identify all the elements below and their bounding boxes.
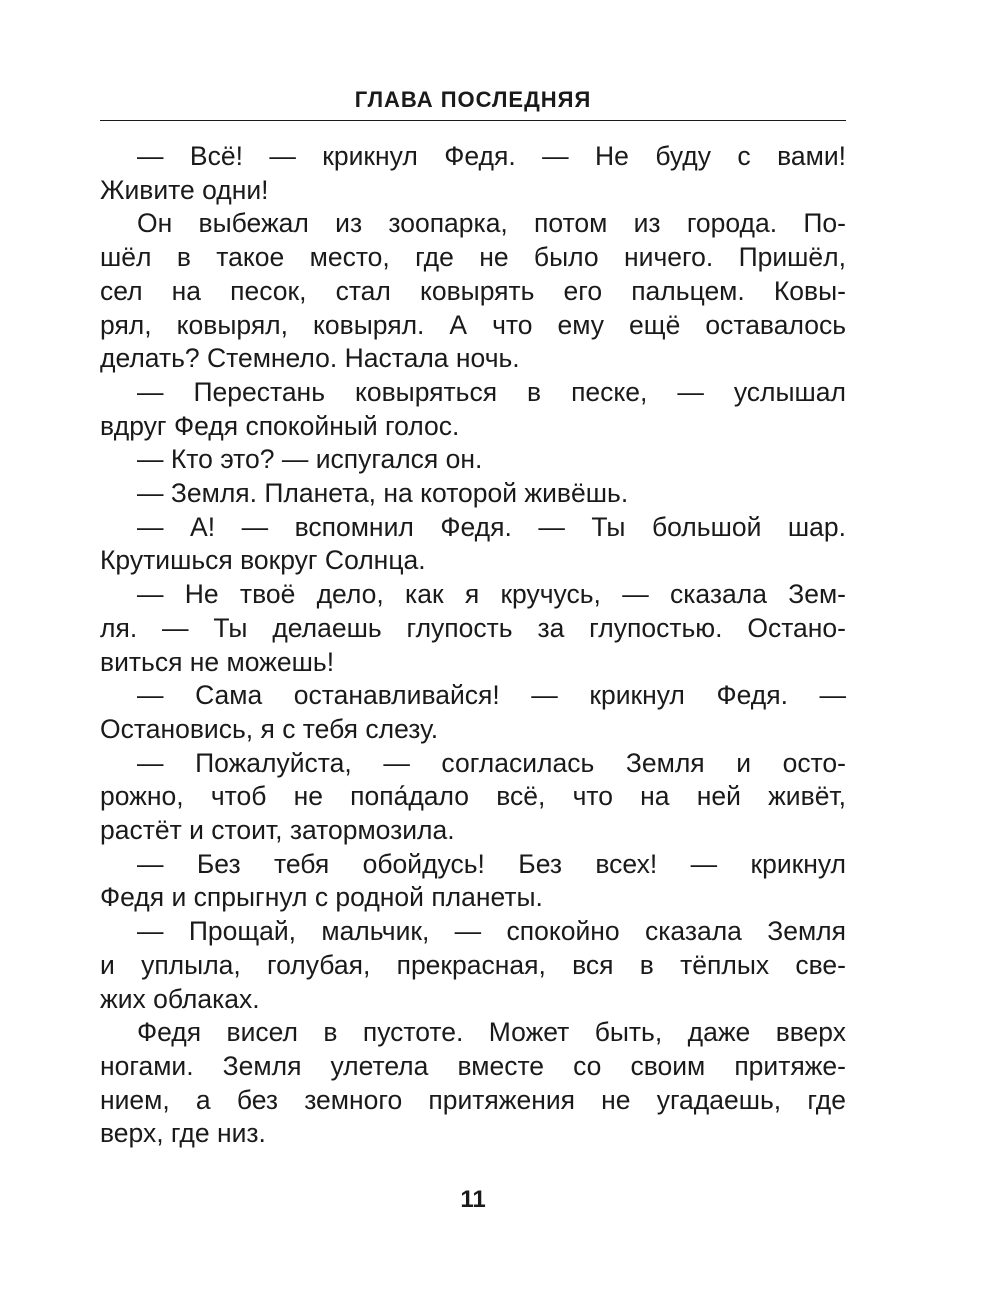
paragraph: [100, 376, 846, 443]
text-line: рял, ковырял, ковырял. А что ему ещё оставалось: [100, 309, 846, 340]
text-line: — Сама останавливайся! — крикнул Федя. —: [137, 680, 846, 711]
text-line: Федя висел в пустоте. Может быть, даже вверх: [137, 1017, 846, 1048]
text-line: ногами. Земля улетела вместе со своим притяже-: [100, 1050, 846, 1081]
text-line: — Не твоё дело, как я кручусь, — сказала Зем-: [137, 579, 846, 610]
body-text: [100, 140, 846, 1151]
paragraph: [100, 578, 846, 679]
paragraph: [100, 140, 846, 207]
text-line: жих облаках.: [100, 983, 260, 1014]
paragraph: [100, 747, 846, 848]
text-line: вдруг Федя спокойный голос.: [100, 410, 460, 441]
text-line: растёт и стоит, затормозила.: [100, 815, 455, 846]
page-number: 11: [460, 1186, 486, 1213]
paragraph: [100, 511, 846, 578]
text-line: нием, а без земного притяжения не угадаешь, где: [100, 1084, 846, 1115]
paragraph: [100, 207, 846, 376]
text-line: — А! — вспомнил Федя. — Ты большой шар.: [137, 511, 846, 542]
paragraph: [100, 443, 846, 477]
text-line: — Без тебя обойдусь! Без всех! — крикнул: [137, 848, 846, 879]
text-line: делать? Стемнело. Настала ночь.: [100, 343, 520, 374]
chapter-title: ГЛАВА ПОСЛЕДНЯЯ: [354, 87, 592, 112]
text-line: виться не можешь!: [100, 646, 335, 677]
header-rule: [100, 120, 846, 121]
paragraph: [100, 477, 846, 511]
text-line: Федя и спрыгнул с родной планеты.: [100, 882, 543, 913]
text-line: Крутишься вокруг Солнца.: [100, 545, 426, 576]
text-line: верх, где низ.: [100, 1118, 266, 1149]
text-line: Остановись, я с тебя слезу.: [100, 713, 439, 744]
paragraph: [100, 679, 846, 746]
text-line: ля. — Ты делаешь глупость за глупостью. Остано-: [100, 612, 846, 643]
text-line: рожно, чтоб не попа́дало всё, что на ней живёт,: [100, 781, 846, 812]
text-line: и уплыла, голубая, прекрасная, вся в тёплых све-: [100, 949, 846, 980]
text-line: — Земля. Планета, на которой живёшь.: [137, 478, 629, 509]
text-line: — Всё! — крикнул Федя. — Не буду с вами!: [137, 141, 846, 171]
text-line: — Пожалуйста, — согласилась Земля и осто-: [137, 747, 846, 778]
text-line: — Прощай, мальчик, — спокойно сказала Земля: [137, 916, 846, 947]
text-line: Живите одни!: [100, 174, 269, 205]
paragraph: [100, 1016, 846, 1151]
paragraph: [100, 848, 846, 915]
text-line: сел на песок, стал ковырять его пальцем. Ковы-: [100, 275, 846, 306]
text-line: шёл в такое место, где не было ничего. Пришёл,: [100, 242, 846, 273]
text-line: — Кто это? — испугался он.: [137, 444, 483, 475]
text-line: — Перестань ковыряться в песке, — услышал: [137, 376, 846, 407]
paragraph: [100, 915, 846, 1016]
text-line: Он выбежал из зоопарка, потом из города. По-: [137, 208, 846, 239]
